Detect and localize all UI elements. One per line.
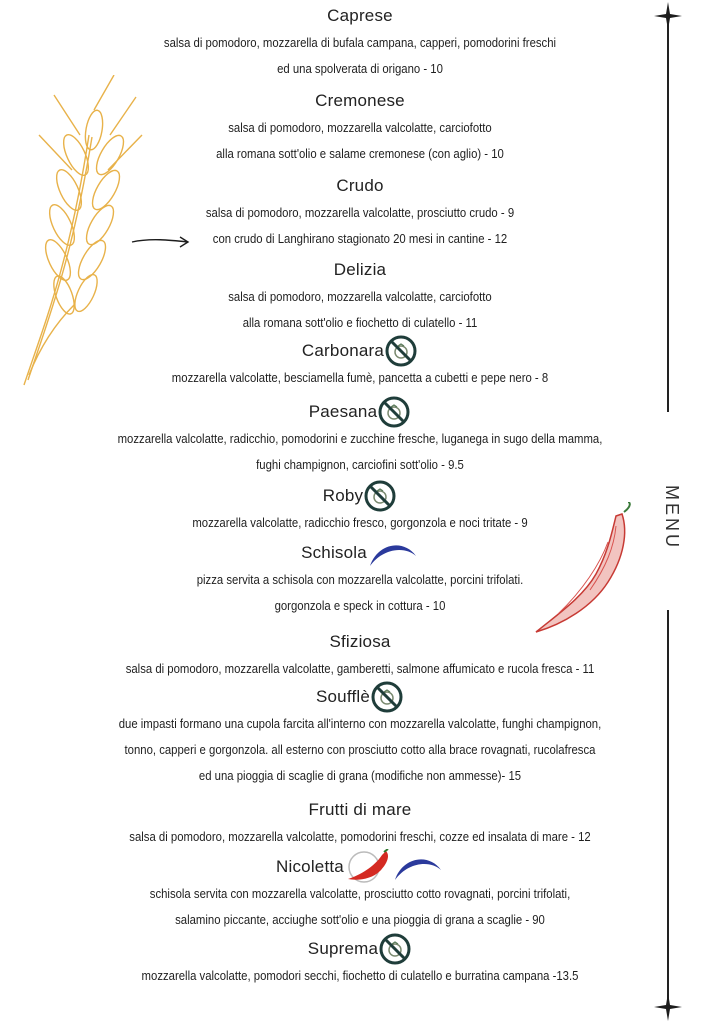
pizza-item <box>60 398 660 478</box>
pizza-description-line: mozzarella valcolatte, radicchio, pomodorini e zucchine fresche, luganega in sugo della mamma, <box>117 431 603 446</box>
pizza-description-line: ed una pioggia di scaglie di grana (modifiche non ammesse)- 15 <box>198 768 522 783</box>
pizza-item <box>60 539 660 619</box>
no-tomato-icon <box>370 680 404 714</box>
pizza-description-line: salsa di pomodoro, mozzarella di bufala campana, capperi, pomodorini freschi <box>163 35 557 50</box>
pizza-name: Carbonara <box>301 341 385 360</box>
pizza-description-line: alla romana sott'olio e salame cremonese (con aglio) - 10 <box>216 146 504 161</box>
pizza-item <box>60 256 660 336</box>
pizza-name: Crudo <box>336 176 384 195</box>
pizza-item <box>60 87 660 167</box>
pizza-description-line: tonno, capperi e gorgonzola. all esterno con prosciutto cotto alla brace rovagnati, rucolafresca <box>124 742 596 757</box>
schisola-icon <box>367 538 419 568</box>
pizza-name: Suprema <box>307 939 379 958</box>
pizza-name: Sfiziosa <box>329 632 391 651</box>
pizza-description-line: schisola servita con mozzarella valcolatte, prosciutto cotto rovagnati, porcini trifolati, <box>149 886 571 901</box>
pizza-item <box>60 853 660 933</box>
pizza-item <box>60 2 660 82</box>
pizza-description-line: mozzarella valcolatte, radicchio fresco, gorgonzola e noci tritate - 9 <box>192 515 528 530</box>
pizza-description-line: mozzarella valcolatte, besciamella fumè, pancetta a cubetti e pepe nero - 8 <box>171 370 549 385</box>
spicy-icon <box>344 849 392 885</box>
menu-side-label: MENU <box>662 485 682 550</box>
pizza-description-line: ed una spolverata di origano - 10 <box>277 61 443 76</box>
pizza-name: Paesana <box>308 402 378 421</box>
pizza-description-line: salsa di pomodoro, mozzarella valcolatte, pomodorini freschi, cozze ed insalata di mare - 12 <box>129 829 591 844</box>
pizza-name: Nicoletta <box>276 857 344 876</box>
pizza-name: Soufflè <box>315 687 371 706</box>
pizza-name: Roby <box>322 486 364 505</box>
pizza-item <box>60 628 660 682</box>
pizza-name: Caprese <box>327 6 393 25</box>
pizza-description-line: salsa di pomodoro, mozzarella valcolatte, prosciutto crudo - 9 <box>205 205 515 220</box>
pizza-item <box>60 796 660 850</box>
pizza-item <box>60 337 660 391</box>
pizza-description-line: gorgonzola e speck in cottura - 10 <box>274 598 446 613</box>
pizza-description-line: salsa di pomodoro, mozzarella valcolatte, gamberetti, salmone affumicato e rucola fresca - 11 <box>125 661 595 676</box>
pizza-description-line: pizza servita a schisola con mozzarella valcolatte, porcini trifolati. <box>196 572 524 587</box>
no-tomato-icon <box>377 395 411 429</box>
pizza-item <box>60 172 660 252</box>
no-tomato-icon <box>384 334 418 368</box>
pizza-item <box>60 683 660 789</box>
pizza-description-line: salsa di pomodoro, mozzarella valcolatte, carciofotto <box>228 120 492 135</box>
no-tomato-icon <box>378 932 412 966</box>
pizza-name: Frutti di mare <box>308 800 412 819</box>
pizza-description-line: salsa di pomodoro, mozzarella valcolatte, carciofotto <box>228 289 492 304</box>
pizza-item <box>60 935 660 989</box>
schisola-icon <box>392 852 444 882</box>
pizza-description-line: mozzarella valcolatte, pomodori secchi, fiochetto di culatello e burratina campana -13.5 <box>141 968 579 983</box>
pizza-description-line: salamino piccante, acciughe sott'olio e una pioggia di grana a scaglie - 90 <box>175 912 545 927</box>
pizza-name: Cremonese <box>315 91 405 110</box>
pizza-description-line: con crudo di Langhirano stagionato 20 mesi in cantine - 12 <box>212 231 508 246</box>
pizza-name: Schisola <box>301 543 367 562</box>
pizza-description-line: fughi champignon, carciofini sott'olio - 9.5 <box>256 457 464 472</box>
pizza-description-line: alla romana sott'olio e fiochetto di culatello - 11 <box>242 315 478 330</box>
pizza-description-line: due impasti formano una cupola farcita all'interno con mozzarella valcolatte, funghi champignon, <box>118 716 602 731</box>
no-tomato-icon <box>363 479 397 513</box>
pizza-item <box>60 482 660 536</box>
pizza-name: Delizia <box>333 260 387 279</box>
